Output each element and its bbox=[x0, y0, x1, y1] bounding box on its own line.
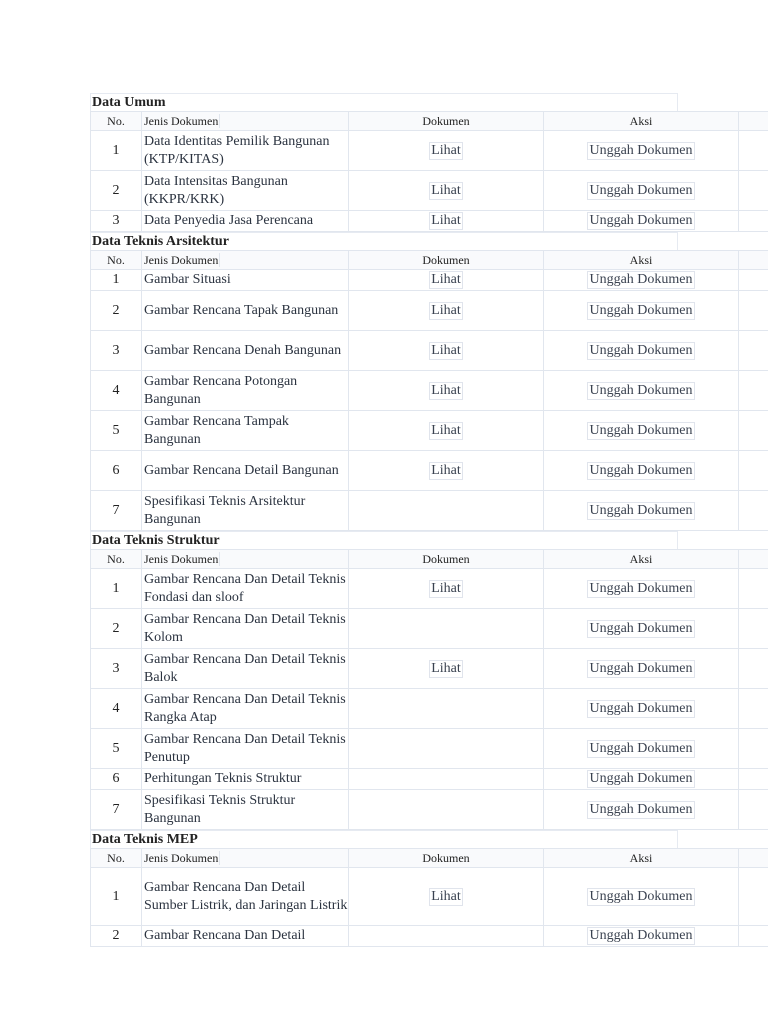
view-document-button[interactable]: Lihat bbox=[431, 660, 461, 676]
row-number: 3 bbox=[91, 331, 142, 371]
document-cell bbox=[349, 291, 544, 331]
document-type: Gambar Rencana Detail Bangunan bbox=[142, 451, 349, 491]
row-number: 5 bbox=[91, 729, 142, 769]
table-row bbox=[91, 609, 768, 649]
document-cell bbox=[349, 729, 544, 769]
upload-document-button[interactable]: Unggah Dokumen bbox=[589, 422, 693, 438]
extra-cell bbox=[739, 609, 768, 649]
document-cell bbox=[349, 769, 544, 790]
document-cell bbox=[349, 609, 544, 649]
header-jenis-dokumen-label: Jenis Dokumen bbox=[144, 850, 219, 865]
action-cell bbox=[544, 790, 739, 830]
header-dokumen: Dokumen bbox=[349, 849, 544, 868]
view-document-button[interactable]: Lihat bbox=[431, 213, 461, 228]
action-cell bbox=[544, 769, 739, 790]
document-type: Gambar Rencana Dan Detail Teknis Fondasi dan sloof bbox=[142, 569, 349, 609]
document-cell bbox=[349, 331, 544, 371]
table-row bbox=[91, 868, 768, 926]
extra-cell bbox=[739, 926, 768, 947]
document-list bbox=[90, 93, 768, 947]
document-type: Perhitungan Teknis Struktur bbox=[142, 769, 349, 790]
section-3 bbox=[90, 830, 768, 947]
document-cell bbox=[349, 868, 544, 926]
extra-cell bbox=[739, 171, 768, 211]
section-1 bbox=[90, 232, 768, 531]
upload-document-button[interactable]: Unggah Dokumen bbox=[589, 142, 693, 158]
header-aksi: Aksi bbox=[544, 849, 739, 868]
row-number: 1 bbox=[91, 131, 142, 171]
header-no: No. bbox=[91, 251, 142, 270]
document-cell bbox=[349, 270, 544, 291]
document-type: Spesifikasi Teknis Arsitektur Bangunan bbox=[142, 491, 349, 531]
upload-document-button[interactable]: Unggah Dokumen bbox=[589, 801, 693, 817]
action-cell bbox=[544, 609, 739, 649]
header-jenis-dokumen bbox=[142, 849, 349, 868]
upload-document-button[interactable]: Unggah Dokumen bbox=[589, 740, 693, 756]
row-number: 4 bbox=[91, 371, 142, 411]
document-type: Gambar Rencana Dan Detail bbox=[142, 926, 349, 947]
table-row bbox=[91, 291, 768, 331]
table-row bbox=[91, 211, 768, 232]
table-row bbox=[91, 411, 768, 451]
action-cell bbox=[544, 371, 739, 411]
document-cell bbox=[349, 411, 544, 451]
document-type: Gambar Rencana Dan Detail Teknis Rangka Atap bbox=[142, 689, 349, 729]
document-cell bbox=[349, 491, 544, 531]
view-document-button[interactable]: Lihat bbox=[431, 272, 461, 287]
action-cell bbox=[544, 926, 739, 947]
table-row bbox=[91, 171, 768, 211]
document-type: Gambar Rencana Potongan Bangunan bbox=[142, 371, 349, 411]
action-cell bbox=[544, 491, 739, 531]
document-type: Gambar Rencana Dan Detail Sumber Listrik, dan Jaringan Listrik bbox=[142, 868, 349, 926]
upload-document-button[interactable]: Unggah Dokumen bbox=[589, 182, 693, 198]
view-document-button[interactable]: Lihat bbox=[431, 342, 461, 358]
extra-cell bbox=[739, 451, 768, 491]
document-cell bbox=[349, 171, 544, 211]
header-aksi: Aksi bbox=[544, 251, 739, 270]
header-extra bbox=[739, 251, 768, 270]
row-number: 1 bbox=[91, 868, 142, 926]
table-row bbox=[91, 689, 768, 729]
action-cell bbox=[544, 729, 739, 769]
document-table bbox=[90, 250, 768, 531]
upload-document-button[interactable]: Unggah Dokumen bbox=[589, 502, 693, 518]
table-row bbox=[91, 451, 768, 491]
extra-cell bbox=[739, 769, 768, 790]
document-cell bbox=[349, 211, 544, 232]
table-header-row bbox=[91, 849, 768, 868]
upload-document-button[interactable]: Unggah Dokumen bbox=[589, 302, 693, 318]
action-cell bbox=[544, 131, 739, 171]
extra-cell bbox=[739, 689, 768, 729]
row-number: 1 bbox=[91, 270, 142, 291]
view-document-button[interactable]: Lihat bbox=[431, 422, 461, 438]
document-cell bbox=[349, 451, 544, 491]
upload-document-button[interactable]: Unggah Dokumen bbox=[589, 342, 693, 358]
action-cell bbox=[544, 689, 739, 729]
table-row bbox=[91, 729, 768, 769]
document-type: Gambar Rencana Dan Detail Teknis Balok bbox=[142, 649, 349, 689]
row-number: 2 bbox=[91, 926, 142, 947]
action-cell bbox=[544, 868, 739, 926]
section-title: Data Teknis MEP bbox=[90, 830, 678, 848]
header-extra bbox=[739, 112, 768, 131]
action-cell bbox=[544, 649, 739, 689]
row-number: 2 bbox=[91, 609, 142, 649]
table-row bbox=[91, 769, 768, 790]
header-dokumen: Dokumen bbox=[349, 251, 544, 270]
table-row bbox=[91, 331, 768, 371]
row-number: 2 bbox=[91, 171, 142, 211]
row-number: 6 bbox=[91, 769, 142, 790]
header-jenis-dokumen bbox=[142, 251, 349, 270]
upload-document-button[interactable]: Unggah Dokumen bbox=[589, 462, 693, 478]
extra-cell bbox=[739, 790, 768, 830]
header-dokumen: Dokumen bbox=[349, 550, 544, 569]
view-document-button[interactable]: Lihat bbox=[431, 580, 461, 596]
table-row bbox=[91, 270, 768, 291]
header-extra bbox=[739, 550, 768, 569]
document-cell bbox=[349, 371, 544, 411]
table-row bbox=[91, 569, 768, 609]
document-type: Gambar Rencana Tampak Bangunan bbox=[142, 411, 349, 451]
upload-document-button[interactable]: Unggah Dokumen bbox=[589, 213, 693, 228]
extra-cell bbox=[739, 411, 768, 451]
document-type: Gambar Rencana Dan Detail Teknis Penutup bbox=[142, 729, 349, 769]
document-cell bbox=[349, 926, 544, 947]
header-no: No. bbox=[91, 849, 142, 868]
action-cell bbox=[544, 270, 739, 291]
header-jenis-dokumen bbox=[142, 550, 349, 569]
extra-cell bbox=[739, 868, 768, 926]
upload-document-button[interactable]: Unggah Dokumen bbox=[589, 580, 693, 596]
header-aksi: Aksi bbox=[544, 112, 739, 131]
table-row bbox=[91, 649, 768, 689]
table-row bbox=[91, 491, 768, 531]
view-document-button[interactable]: Lihat bbox=[431, 462, 461, 478]
action-cell bbox=[544, 451, 739, 491]
row-number: 5 bbox=[91, 411, 142, 451]
row-number: 3 bbox=[91, 211, 142, 232]
action-cell bbox=[544, 411, 739, 451]
table-header-row bbox=[91, 112, 768, 131]
extra-cell bbox=[739, 649, 768, 689]
extra-cell bbox=[739, 729, 768, 769]
extra-cell bbox=[739, 371, 768, 411]
header-jenis-dokumen bbox=[142, 112, 349, 131]
upload-document-button[interactable]: Unggah Dokumen bbox=[589, 700, 693, 716]
action-cell bbox=[544, 211, 739, 232]
row-number: 3 bbox=[91, 649, 142, 689]
extra-cell bbox=[739, 131, 768, 171]
document-cell bbox=[349, 569, 544, 609]
document-type: Data Penyedia Jasa Perencana bbox=[142, 211, 349, 232]
view-document-button[interactable]: Lihat bbox=[431, 302, 461, 318]
document-cell bbox=[349, 689, 544, 729]
table-row bbox=[91, 131, 768, 171]
document-type: Data Intensitas Bangunan (KKPR/KRK) bbox=[142, 171, 349, 211]
action-cell bbox=[544, 171, 739, 211]
header-aksi: Aksi bbox=[544, 550, 739, 569]
upload-document-button[interactable]: Unggah Dokumen bbox=[589, 928, 693, 943]
document-type: Data Identitas Pemilik Bangunan (KTP/KITAS) bbox=[142, 131, 349, 171]
extra-cell bbox=[739, 331, 768, 371]
row-number: 7 bbox=[91, 491, 142, 531]
table-row bbox=[91, 790, 768, 830]
document-type: Gambar Situasi bbox=[142, 270, 349, 291]
upload-document-button[interactable]: Unggah Dokumen bbox=[589, 382, 693, 398]
document-type: Gambar Rencana Denah Bangunan bbox=[142, 331, 349, 371]
section-title: Data Teknis Struktur bbox=[90, 531, 678, 549]
header-jenis-dokumen-label: Jenis Dokumen bbox=[144, 252, 219, 267]
row-number: 6 bbox=[91, 451, 142, 491]
table-header-row bbox=[91, 251, 768, 270]
extra-cell bbox=[739, 491, 768, 531]
document-type: Gambar Rencana Dan Detail Teknis Kolom bbox=[142, 609, 349, 649]
header-no: No. bbox=[91, 550, 142, 569]
view-document-button[interactable]: Lihat bbox=[431, 142, 461, 158]
section-0 bbox=[90, 93, 768, 232]
row-number: 7 bbox=[91, 790, 142, 830]
view-document-button[interactable]: Lihat bbox=[431, 182, 461, 198]
document-type: Spesifikasi Teknis Struktur Bangunan bbox=[142, 790, 349, 830]
document-table bbox=[90, 111, 768, 232]
table-row bbox=[91, 926, 768, 947]
upload-document-button[interactable]: Unggah Dokumen bbox=[589, 771, 693, 786]
header-jenis-dokumen-label: Jenis Dokumen bbox=[144, 551, 219, 566]
section-2 bbox=[90, 531, 768, 830]
action-cell bbox=[544, 291, 739, 331]
section-title: Data Umum bbox=[90, 93, 678, 111]
extra-cell bbox=[739, 270, 768, 291]
document-cell bbox=[349, 649, 544, 689]
row-number: 1 bbox=[91, 569, 142, 609]
document-cell bbox=[349, 790, 544, 830]
view-document-button[interactable]: Lihat bbox=[431, 382, 461, 398]
row-number: 2 bbox=[91, 291, 142, 331]
extra-cell bbox=[739, 291, 768, 331]
document-type: Gambar Rencana Tapak Bangunan bbox=[142, 291, 349, 331]
header-no: No. bbox=[91, 112, 142, 131]
header-jenis-dokumen-label: Jenis Dokumen bbox=[144, 113, 219, 128]
upload-document-button[interactable]: Unggah Dokumen bbox=[589, 620, 693, 636]
document-table bbox=[90, 848, 768, 947]
document-table bbox=[90, 549, 768, 830]
header-dokumen: Dokumen bbox=[349, 112, 544, 131]
action-cell bbox=[544, 569, 739, 609]
row-number: 4 bbox=[91, 689, 142, 729]
upload-document-button[interactable]: Unggah Dokumen bbox=[589, 888, 693, 904]
section-title: Data Teknis Arsitektur bbox=[90, 232, 678, 250]
action-cell bbox=[544, 331, 739, 371]
view-document-button[interactable]: Lihat bbox=[431, 888, 461, 904]
document-cell bbox=[349, 131, 544, 171]
table-row bbox=[91, 371, 768, 411]
upload-document-button[interactable]: Unggah Dokumen bbox=[589, 660, 693, 676]
upload-document-button[interactable]: Unggah Dokumen bbox=[589, 272, 693, 287]
extra-cell bbox=[739, 211, 768, 232]
extra-cell bbox=[739, 569, 768, 609]
table-header-row bbox=[91, 550, 768, 569]
header-extra bbox=[739, 849, 768, 868]
